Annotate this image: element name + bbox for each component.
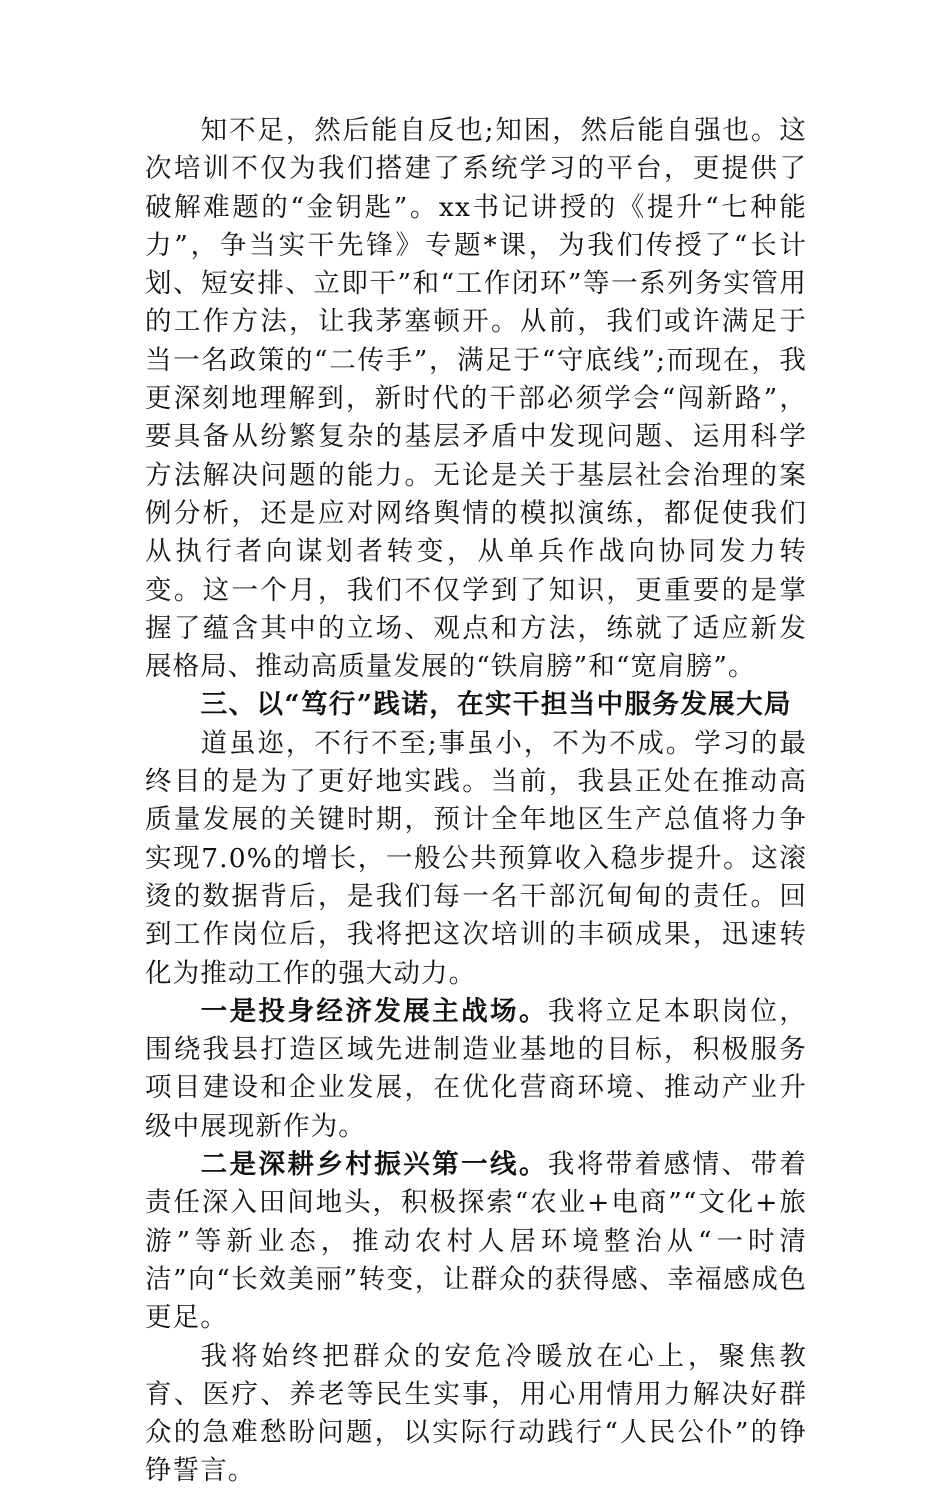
point-paragraph	[145, 1146, 807, 1337]
point-lead: 一是投身经济发展主战场。	[200, 995, 548, 1027]
body-paragraph: 知不足，然后能自反也;知困，然后能自强也。这次培训不仅为我们搭建了系统学习的平台，更提供了破解难题的“金钥匙”。xx书记讲授的《提升“七种能力”，争当实干先锋》专题*课，为我们传授了“长计划、短安排、立即干”和“工作闭环”等一系列务实管用的工作方法，让我茅塞顿开。从前，我们或许满足于当一名政策的“二传手”，满足于“守底线”;而现在，我更深刻地理解到，新时代的干部必须学会“闯新路”，要具备从纷繁复杂的基层矛盾中发现问题、运用科学方法解决问题的能力。无论是关于基层社会治理的案例分析，还是应对网络舆情的模拟演练，都促使我们从执行者向谋划者转变，从单兵作战向协同发力转变。这一个月，我们不仅学到了知识，更重要的是掌握了蕴含其中的立场、观点和方法，练就了适应新发展格局、推动高质量发展的“铁肩膀”和“宽肩膀”。	[145, 115, 807, 683]
body-paragraph: 我将始终把群众的安危冷暖放在心上，聚焦教育、医疗、养老等民生实事，用心用情用力解决好群众的急难愁盼问题，以实际行动践行“人民公仆”的铮铮誓言。	[145, 1340, 807, 1487]
point-body: 我将立足本职岗位，围绕我县打造区域先进制造业基地的目标，积极服务项目建设和企业发展，在优化营商环境、推动产业升级中展现新作为。	[145, 995, 807, 1142]
point-lead: 二是深耕乡村振兴第一线。	[200, 1149, 548, 1181]
document-body	[145, 112, 807, 1491]
point-body: 我将带着感情、带着责任深入田间地头，积极探索“农业+电商”“文化+旅游”等新业态，推动农村人居环境整治从“一时清洁”向“长效美丽”转变，让群众的获得感、幸福感成色更足。	[145, 1149, 807, 1334]
point-paragraph	[145, 993, 807, 1146]
section-heading: 三、以“笃行”践诺，在实干担当中服务发展大局	[200, 689, 792, 721]
body-paragraph: 道虽迩，不行不至;事虽小，不为不成。学习的最终目的是为了更好地实践。当前，我县正处在推动高质量发展的关键时期，预计全年地区生产总值将力争实现7.0%的增长，一般公共预算收入稳步提升。这滚烫的数据背后，是我们每一名干部沉甸甸的责任。回到工作岗位后，我将把这次培训的丰硕成果，迅速转化为推动工作的强大动力。	[145, 727, 807, 989]
